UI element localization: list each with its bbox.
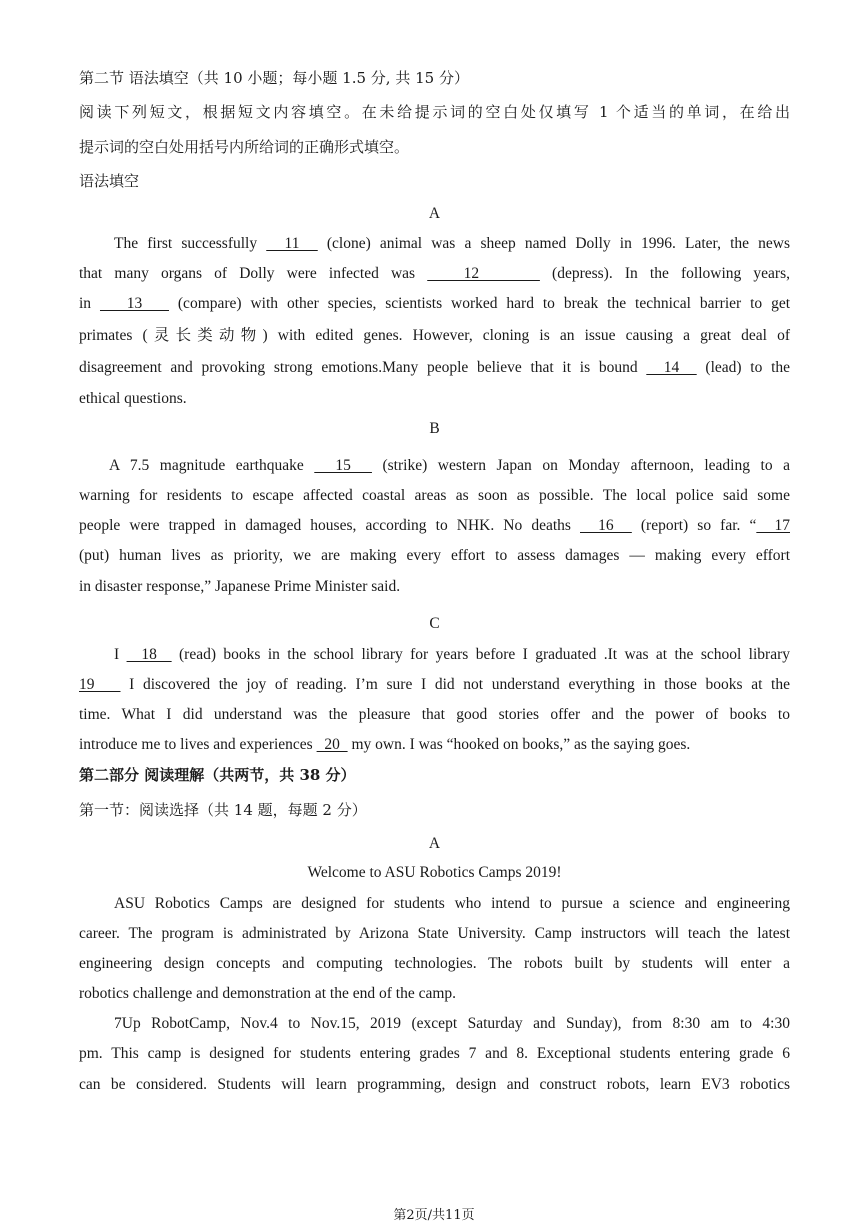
reading-a-p1-line-4: robotics challenge and demonstration at the end of the camp. [79,985,457,1002]
reading-a-label: A [428,835,441,852]
blank-17[interactable]: 17 [756,517,790,534]
reading-a-p1-line-1: ASU Robotics Camps are designed for students who intend to pursue a science and engineering [114,895,790,912]
passage-c-label: C [429,615,440,632]
passage-c-line-2: 19 I discovered the joy of reading. I’m sure I did not understand everything in those books at the [79,676,790,693]
part2-subheader: 第一节：阅读选择（共 14 题，每题 2 分） [79,801,367,819]
reading-a-p1-line-3: engineering design concepts and computing technologies. The robots built by students will enter a [79,955,790,972]
blank-13[interactable]: 13 [99,295,169,312]
blank-12[interactable]: 12 [427,265,540,282]
section2-header: 第二节 语法填空（共 10 小题；每小题 1.5 分, 共 15 分） [79,69,469,87]
passage-c-line-4: introduce me to lives and experiences 20 my own. I was “hooked on books,” as the saying goes. [79,736,691,753]
passage-b-line-2: warning for residents to escape affected coastal areas as soon as possible. The local police said some [79,487,790,504]
grammar-label: 语法填空 [79,172,140,190]
blank-18[interactable]: 18 [126,646,172,663]
instructions-line-1: 阅读下列短文，根据短文内容填空。在未给提示词的空白处仅填写 1 个适当的单词，在给出 [79,103,790,121]
passage-b-label: B [429,420,440,437]
passage-a-line-5: disagreement and provoking strong emotions.Many people believe that it is bound 14 (lead) to the [79,359,791,376]
reading-a-p1-line-2: career. The program is administrated by Arizona State University. Camp instructors will teach the latest [79,925,790,942]
passage-a-line-6: ethical questions. [79,390,187,407]
blank-15[interactable]: 15 [314,457,372,474]
reading-a-p2-line-1: 7Up RobotCamp, Nov.4 to Nov.15, 2019 (except Saturday and Sunday), from 8:30 am to 4:30 [114,1015,790,1032]
passage-b-line-1: A 7.5 magnitude earthquake 15 (strike) western Japan on Monday afternoon, leading to a [109,457,790,474]
blank-16[interactable]: 16 [580,517,632,534]
reading-a-p2-line-3: can be considered. Students will learn programming, design and construct robots, learn EV3 robotics [79,1076,790,1093]
passage-a-label: A [428,205,441,222]
blank-19[interactable]: 19 [79,676,121,693]
instructions-line-2: 提示词的空白处用括号内所给词的正确形式填空。 [79,138,410,156]
passage-a-line-4: primates (灵长类动物) with edited genes. However, cloning is an issue causing a great deal of [79,327,790,344]
passage-c-line-3: time. What I did understand was the pleasure that good stories offer and the power of books to [79,706,790,723]
passage-b-line-4: (put) human lives as priority, we are making every effort to assess damages — making every effort [79,547,790,564]
blank-20[interactable]: 20 [316,736,348,753]
passage-b-line-3: people were trapped in damaged houses, according to NHK. No deaths 16 (report) so far. “ 17 [79,517,790,534]
blank-14[interactable]: 14 [646,359,697,376]
reading-a-title: Welcome to ASU Robotics Camps 2019! [307,864,562,881]
part2-header: 第二部分 阅读理解（共两节，共 38 分） [79,766,356,784]
passage-a-line-2: that many organs of Dolly were infected was 12 (depress). In the following years, [79,265,790,282]
passage-a-line-1: The first successfully 11 (clone) animal was a sheep named Dolly in 1996. Later, the news [114,235,791,252]
passage-c-line-1: I 18 (read) books in the school library for years before I graduated .It was at the school library [114,646,791,663]
passage-a-line-3: in 13 (compare) with other species, scientists worked hard to break the technical barrier to get [79,295,791,312]
passage-b-line-5: in disaster response,” Japanese Prime Minister said. [79,578,401,595]
blank-11[interactable]: 11 [266,235,318,252]
page-footer: 第2页/共11页 [393,1208,475,1223]
reading-a-p2-line-2: pm. This camp is designed for students entering grades 7 and 8. Exceptional students entering grade 6 [79,1045,790,1062]
